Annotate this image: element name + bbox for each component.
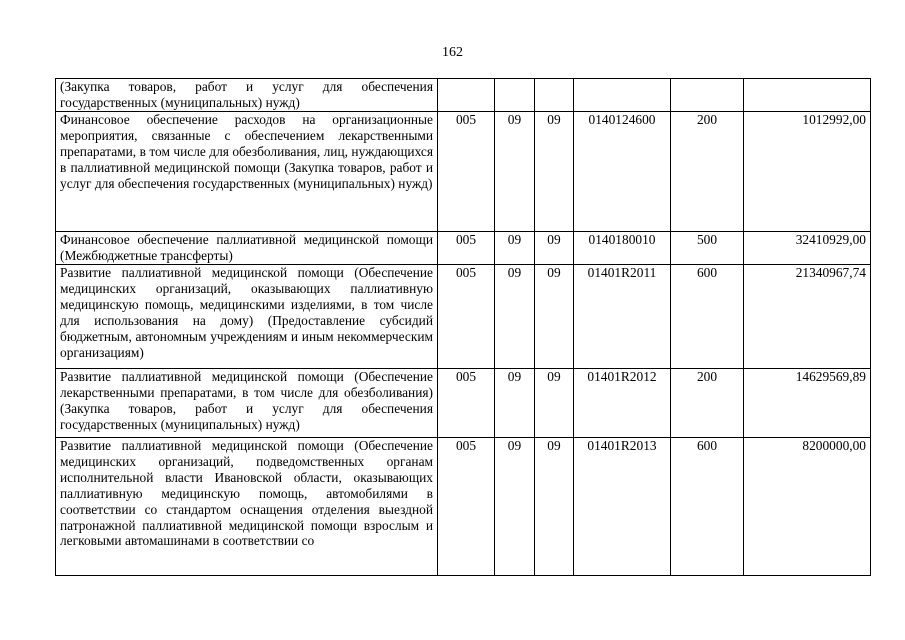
subsection-code: 09 <box>535 232 574 265</box>
amount: 8200000,00 <box>744 438 871 576</box>
table-row <box>56 438 871 576</box>
ministry-code: 005 <box>438 438 495 576</box>
section-code: 09 <box>495 232 535 265</box>
amount: 14629569,89 <box>744 369 871 438</box>
expense-type-code: 500 <box>671 232 744 265</box>
table-row <box>56 79 871 112</box>
row-description: Развитие паллиативной медицинской помощи (Обеспечение медицинских организаций, подведомственных органам исполнительной власти Ивановской области, оказывающих паллиативную медицинскую помощь, автомобилями в соответствии со стандартом оснащения отделения выездной патронажной паллиативной медицинской помощи взрослым и легковыми автомашинами в соответствии со <box>56 438 438 576</box>
target-article-code: 01401R2013 <box>574 438 671 576</box>
expense-type-code: 200 <box>671 369 744 438</box>
row-description: (Закупка товаров, работ и услуг для обеспечения государственных (муниципальных) нужд) <box>56 79 438 112</box>
section-code: 09 <box>495 369 535 438</box>
expense-type-code: 200 <box>671 112 744 232</box>
expense-type-code: 600 <box>671 265 744 369</box>
target-article-code <box>574 79 671 112</box>
row-description: Развитие паллиативной медицинской помощи (Обеспечение медицинских организаций, оказывающих паллиативную медицинскую помощь, медицинскими изделиями, в том числе для использования на дому) (Предоставление субсидий бюджетным, автономным учреждениям и иным некоммерческим организациям) <box>56 265 438 369</box>
subsection-code: 09 <box>535 438 574 576</box>
row-description: Развитие паллиативной медицинской помощи (Обеспечение лекарственными препаратами, в том числе для обезболивания) (Закупка товаров, работ и услуг для обеспечения государственных (муниципальных) нужд) <box>56 369 438 438</box>
ministry-code: 005 <box>438 265 495 369</box>
table-row <box>56 112 871 232</box>
amount <box>744 79 871 112</box>
subsection-code: 09 <box>535 369 574 438</box>
table-row <box>56 232 871 265</box>
target-article-code: 0140124600 <box>574 112 671 232</box>
budget-table <box>55 78 871 576</box>
section-code: 09 <box>495 438 535 576</box>
subsection-code: 09 <box>535 265 574 369</box>
ministry-code: 005 <box>438 369 495 438</box>
section-code: 09 <box>495 112 535 232</box>
target-article-code: 0140180010 <box>574 232 671 265</box>
subsection-code <box>535 79 574 112</box>
subsection-code: 09 <box>535 112 574 232</box>
amount: 21340967,74 <box>744 265 871 369</box>
ministry-code <box>438 79 495 112</box>
page-number: 162 <box>442 45 463 60</box>
table-row <box>56 369 871 438</box>
row-description: Финансовое обеспечение расходов на организационные мероприятия, связанные с обеспечением лекарственными препаратами, в том числе для обезболивания, лиц, нуждающихся в паллиативной медицинской помощи (Закупка товаров, работ и услуг для обеспечения государственных (муниципальных) нужд) <box>56 112 438 232</box>
row-description: Финансовое обеспечение паллиативной медицинской помощи (Межбюджетные трансферты) <box>56 232 438 265</box>
amount: 32410929,00 <box>744 232 871 265</box>
ministry-code: 005 <box>438 232 495 265</box>
expense-type-code <box>671 79 744 112</box>
table-row <box>56 265 871 369</box>
section-code <box>495 79 535 112</box>
ministry-code: 005 <box>438 112 495 232</box>
amount: 1012992,00 <box>744 112 871 232</box>
target-article-code: 01401R2011 <box>574 265 671 369</box>
expense-type-code: 600 <box>671 438 744 576</box>
target-article-code: 01401R2012 <box>574 369 671 438</box>
section-code: 09 <box>495 265 535 369</box>
